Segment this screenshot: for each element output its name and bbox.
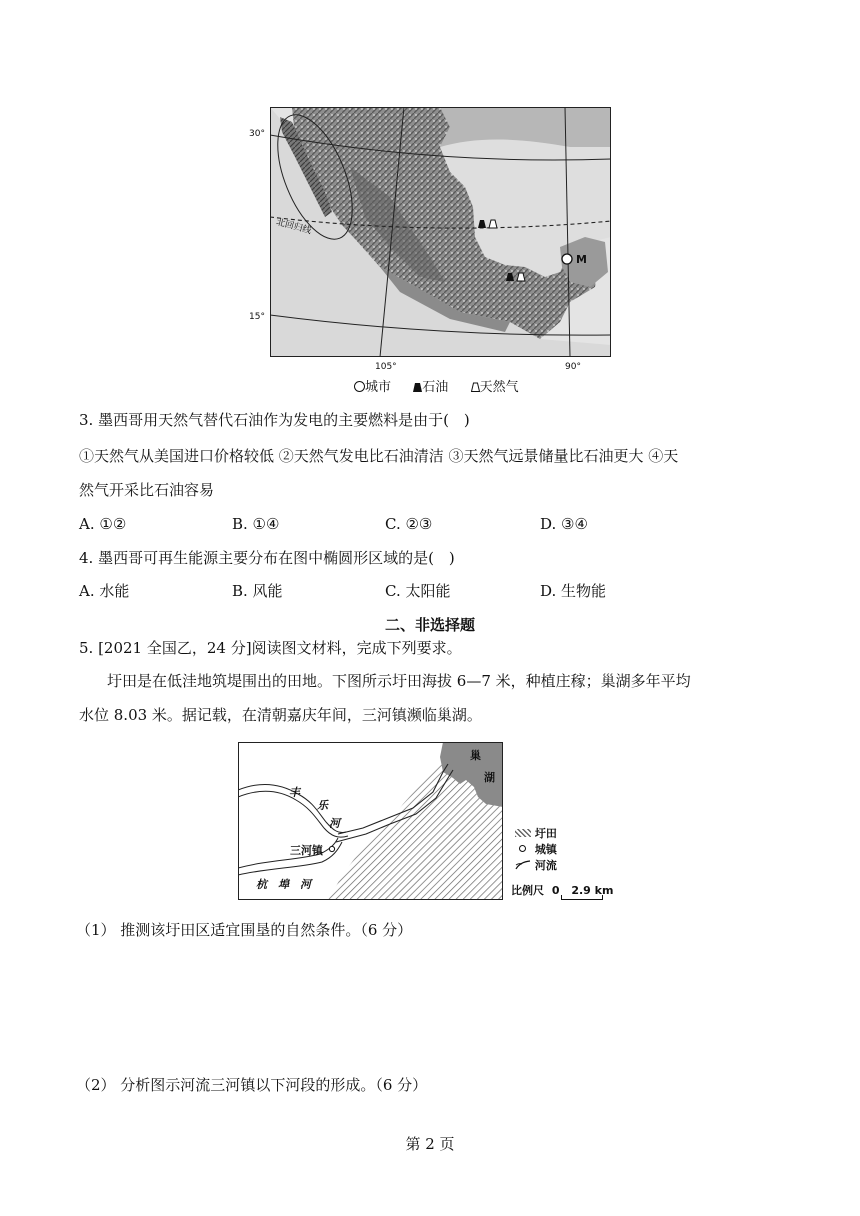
section-title: 二、非选择题 [384, 616, 475, 634]
map2-legend [515, 826, 557, 874]
tropic-label: 北回归线 [274, 217, 313, 237]
q5-sub2: （2） 分析图示河流三河镇以下河段的形成。（6 分） [76, 1076, 428, 1094]
mexico-map-graphic [270, 107, 611, 357]
oil-icon [413, 382, 422, 392]
scale-label: 比例尺 [511, 884, 544, 897]
q3-option-a: A. ①② [79, 515, 127, 533]
q3-option-c: C. ②③ [385, 515, 433, 533]
town-icon [519, 845, 526, 852]
legend-oil-label: 石油 [422, 380, 449, 395]
q5-para-line2: 水位 8.03 米。据记载，在清朝嘉庆年间，三河镇濒临巢湖。 [79, 706, 482, 724]
page-number: 第 2 页 [405, 1135, 455, 1153]
city-marker [562, 254, 572, 264]
legend-city-label: 城市 [365, 380, 392, 395]
town-label: 三河镇 [290, 844, 323, 857]
mexico-energy-map [270, 107, 611, 357]
lon-label-90: 90° [565, 362, 581, 372]
lat-label-15: 15° [249, 312, 265, 322]
q4-option-d: D. 生物能 [540, 582, 607, 600]
q3-option-b: B. ①④ [232, 515, 280, 533]
river2-label: 杭 埠 河 [256, 878, 311, 891]
legend-river-label: 河流 [534, 859, 557, 872]
legend-gas-label: 天然气 [479, 380, 519, 395]
q4-option-a: A. 水能 [79, 582, 130, 600]
lake-label-2: 湖 [484, 771, 495, 784]
q3-option-d: D. ③④ [540, 515, 588, 533]
river1-char-2: 乐 [317, 799, 328, 812]
lat-label-30: 30° [249, 129, 265, 139]
legend-polder-label: 圩田 [534, 827, 557, 840]
point-m-label: M [576, 253, 587, 266]
river1-char-1: 丰 [289, 786, 300, 799]
q4-stem: 4. 墨西哥可再生能源主要分布在图中椭圆形区域的是( ) [79, 549, 455, 567]
gas-marker [489, 220, 497, 228]
q5-stem: 5. [2021 全国乙，24 分]阅读图文材料，完成下列要求。 [79, 639, 462, 657]
polder-icon [515, 829, 531, 837]
gas-marker [517, 273, 525, 281]
q3-body-line1: ①天然气从美国进口价格较低 ②天然气发电比石油清洁 ③天然气远景储量比石油更大 ④天 [79, 447, 679, 465]
q3-stem: 3. 墨西哥用天然气替代石油作为发电的主要燃料是由于( ) [79, 411, 470, 429]
city-icon [354, 381, 365, 392]
lake-label-1: 巢 [470, 749, 481, 762]
scale-line [561, 895, 603, 900]
q5-sub1: （1） 推测该圩田区适宜围垦的自然条件。（6 分） [76, 921, 413, 939]
river1-char-3: 河 [329, 817, 340, 830]
q4-option-b: B. 风能 [232, 582, 283, 600]
q5-para-line1: 圩田是在低洼地筑堤围出的田地。下图所示圩田海拔 6—7 米，种植庄稼；巢湖多年平均 [107, 672, 691, 690]
scale-zero: 0 [551, 884, 560, 897]
lon-label-105: 105° [375, 362, 397, 372]
legend-town-label: 城镇 [534, 843, 557, 856]
scale-value: 2.9 km [571, 884, 614, 897]
map1-legend [354, 380, 519, 396]
q4-option-c: C. 太阳能 [385, 582, 451, 600]
q3-body-line2: 然气开采比石油容易 [79, 481, 215, 499]
town-marker [329, 846, 334, 851]
gas-icon [471, 382, 480, 392]
river-icon [515, 860, 531, 870]
